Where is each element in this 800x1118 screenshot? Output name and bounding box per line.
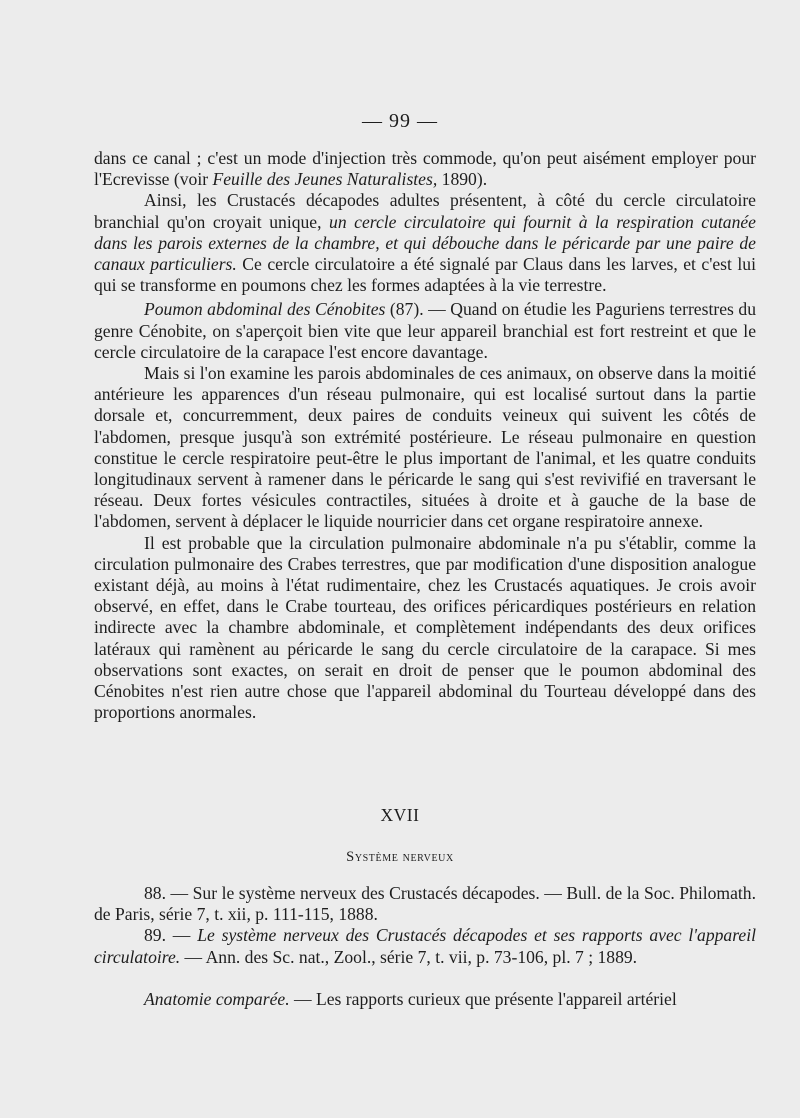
reference-89: [94, 925, 756, 967]
paragraph-2-end: Ce cercle circulatoire a été signalé par Claus dans les larves, et c'est lui qui se transforme en poumons chez les formes adaptées à la vie terrestre.: [94, 254, 756, 296]
paragraph-1-text: dans ce canal ; c'est un mode d'injection très commode, qu'on peut aisément employer pour l'Ecrevisse (voir: [94, 148, 756, 190]
reference-89-title: Le système nerveux des Crustacés décapodes et ses rapports avec l'appareil circulatoire.: [94, 925, 756, 967]
final-paragraph-text: — Les rapports curieux que présente l'appareil artériel: [289, 989, 677, 1009]
paragraph-2-italic: un cercle circulatoire qui fournit à la respiration cutanée dans les parois externes de la chambre, et qui débouche dans le péricarde par une paire de canaux particuliers.: [94, 211, 756, 275]
reference-89-source: — Ann. des Sc. nat., Zool., série 7, t. vii, p. 73-106, pl. 7 ; 1889.: [180, 946, 638, 967]
paragraph-1: [94, 148, 756, 190]
final-paragraph: [94, 989, 756, 1010]
final-text: [94, 989, 756, 1010]
section-number: XVII: [380, 805, 420, 825]
paragraph-1-italic: Feuille des Jeunes Naturalistes,: [212, 169, 438, 190]
paragraph-3-text: (87). — Quand on étudie les Paguriens terrestres du genre Cénobite, on s'aperçoit bien vite que leur appareil branchial est fort restreint et que le cercle circulatoire de la carapace l'est encore davantage.: [94, 299, 756, 362]
page-number: — 99 —: [362, 110, 438, 132]
paragraph-3-italic: Poumon abdominal des Cénobites: [144, 299, 386, 320]
paragraph-2-text: Ainsi, les Crustacés décapodes adultes présentent, à côté du cercle circulatoire branchial qu'on croyait unique,: [94, 190, 756, 232]
paragraph-3: [94, 299, 756, 363]
final-paragraph-italic: Anatomie comparée.: [144, 989, 290, 1009]
reference-88: 88. — Sur le système nerveux des Crustacés décapodes. — Bull. de la Soc. Philomath. de Paris, série 7, t. xii, p. 111-115, 1888.: [94, 883, 756, 925]
paragraph-5: Il est probable que la circulation pulmonaire abdominale n'a pu s'établir, comme la circulation pulmonaire des Crabes terrestres, que par modification d'une disposition analogue existant déjà, au moins à l'état rudimentaire, chez les Crustacés aquatiques. Je crois avoir observé, en effet, dans le Crabe tourteau, des orifices péricardiques postérieurs en relation indirecte avec la chambre abdominale, et complètement indépendants des deux orifices latéraux qui ramènent au péricarde le sang du cercle circulatoire de la carapace. Si mes observations sont exactes, on serait en droit de penser que le poumon abdominal des Cénobites n'est rien autre chose que l'appareil abdominal du Tourteau développé dans des proportions anormales.: [94, 532, 756, 723]
paragraph-1-end: 1890).: [437, 169, 488, 190]
reference-89-number: 89. —: [144, 925, 198, 946]
paragraph-4: Mais si l'on examine les parois abdominales de ces animaux, on observe dans la moitié antérieure les apparences d'un réseau pulmonaire, qui est localisé surtout dans la partie dorsale et, concurremment, deux paires de conduits veineux qui suivent les côtés de l'abdomen, presque jusqu'à son extrémité postérieure. Le réseau pulmonaire en question constitue le cercle respiratoire peut-être le plus important de l'animal, et les quatre conduits longitudinaux servent à ramener dans le péricarde le sang qui s'est revivifié en traversant le réseau. Deux fortes vésicules contractiles, situées à droite et à gauche de la base de l'abdomen, servent à déplacer le liquide nourricier dans cet organe respiratoire annexe.: [94, 363, 756, 532]
paragraph-2: [94, 190, 756, 296]
body-text: [94, 148, 756, 723]
references: [94, 883, 756, 968]
section-title: Système nerveux: [346, 849, 454, 865]
